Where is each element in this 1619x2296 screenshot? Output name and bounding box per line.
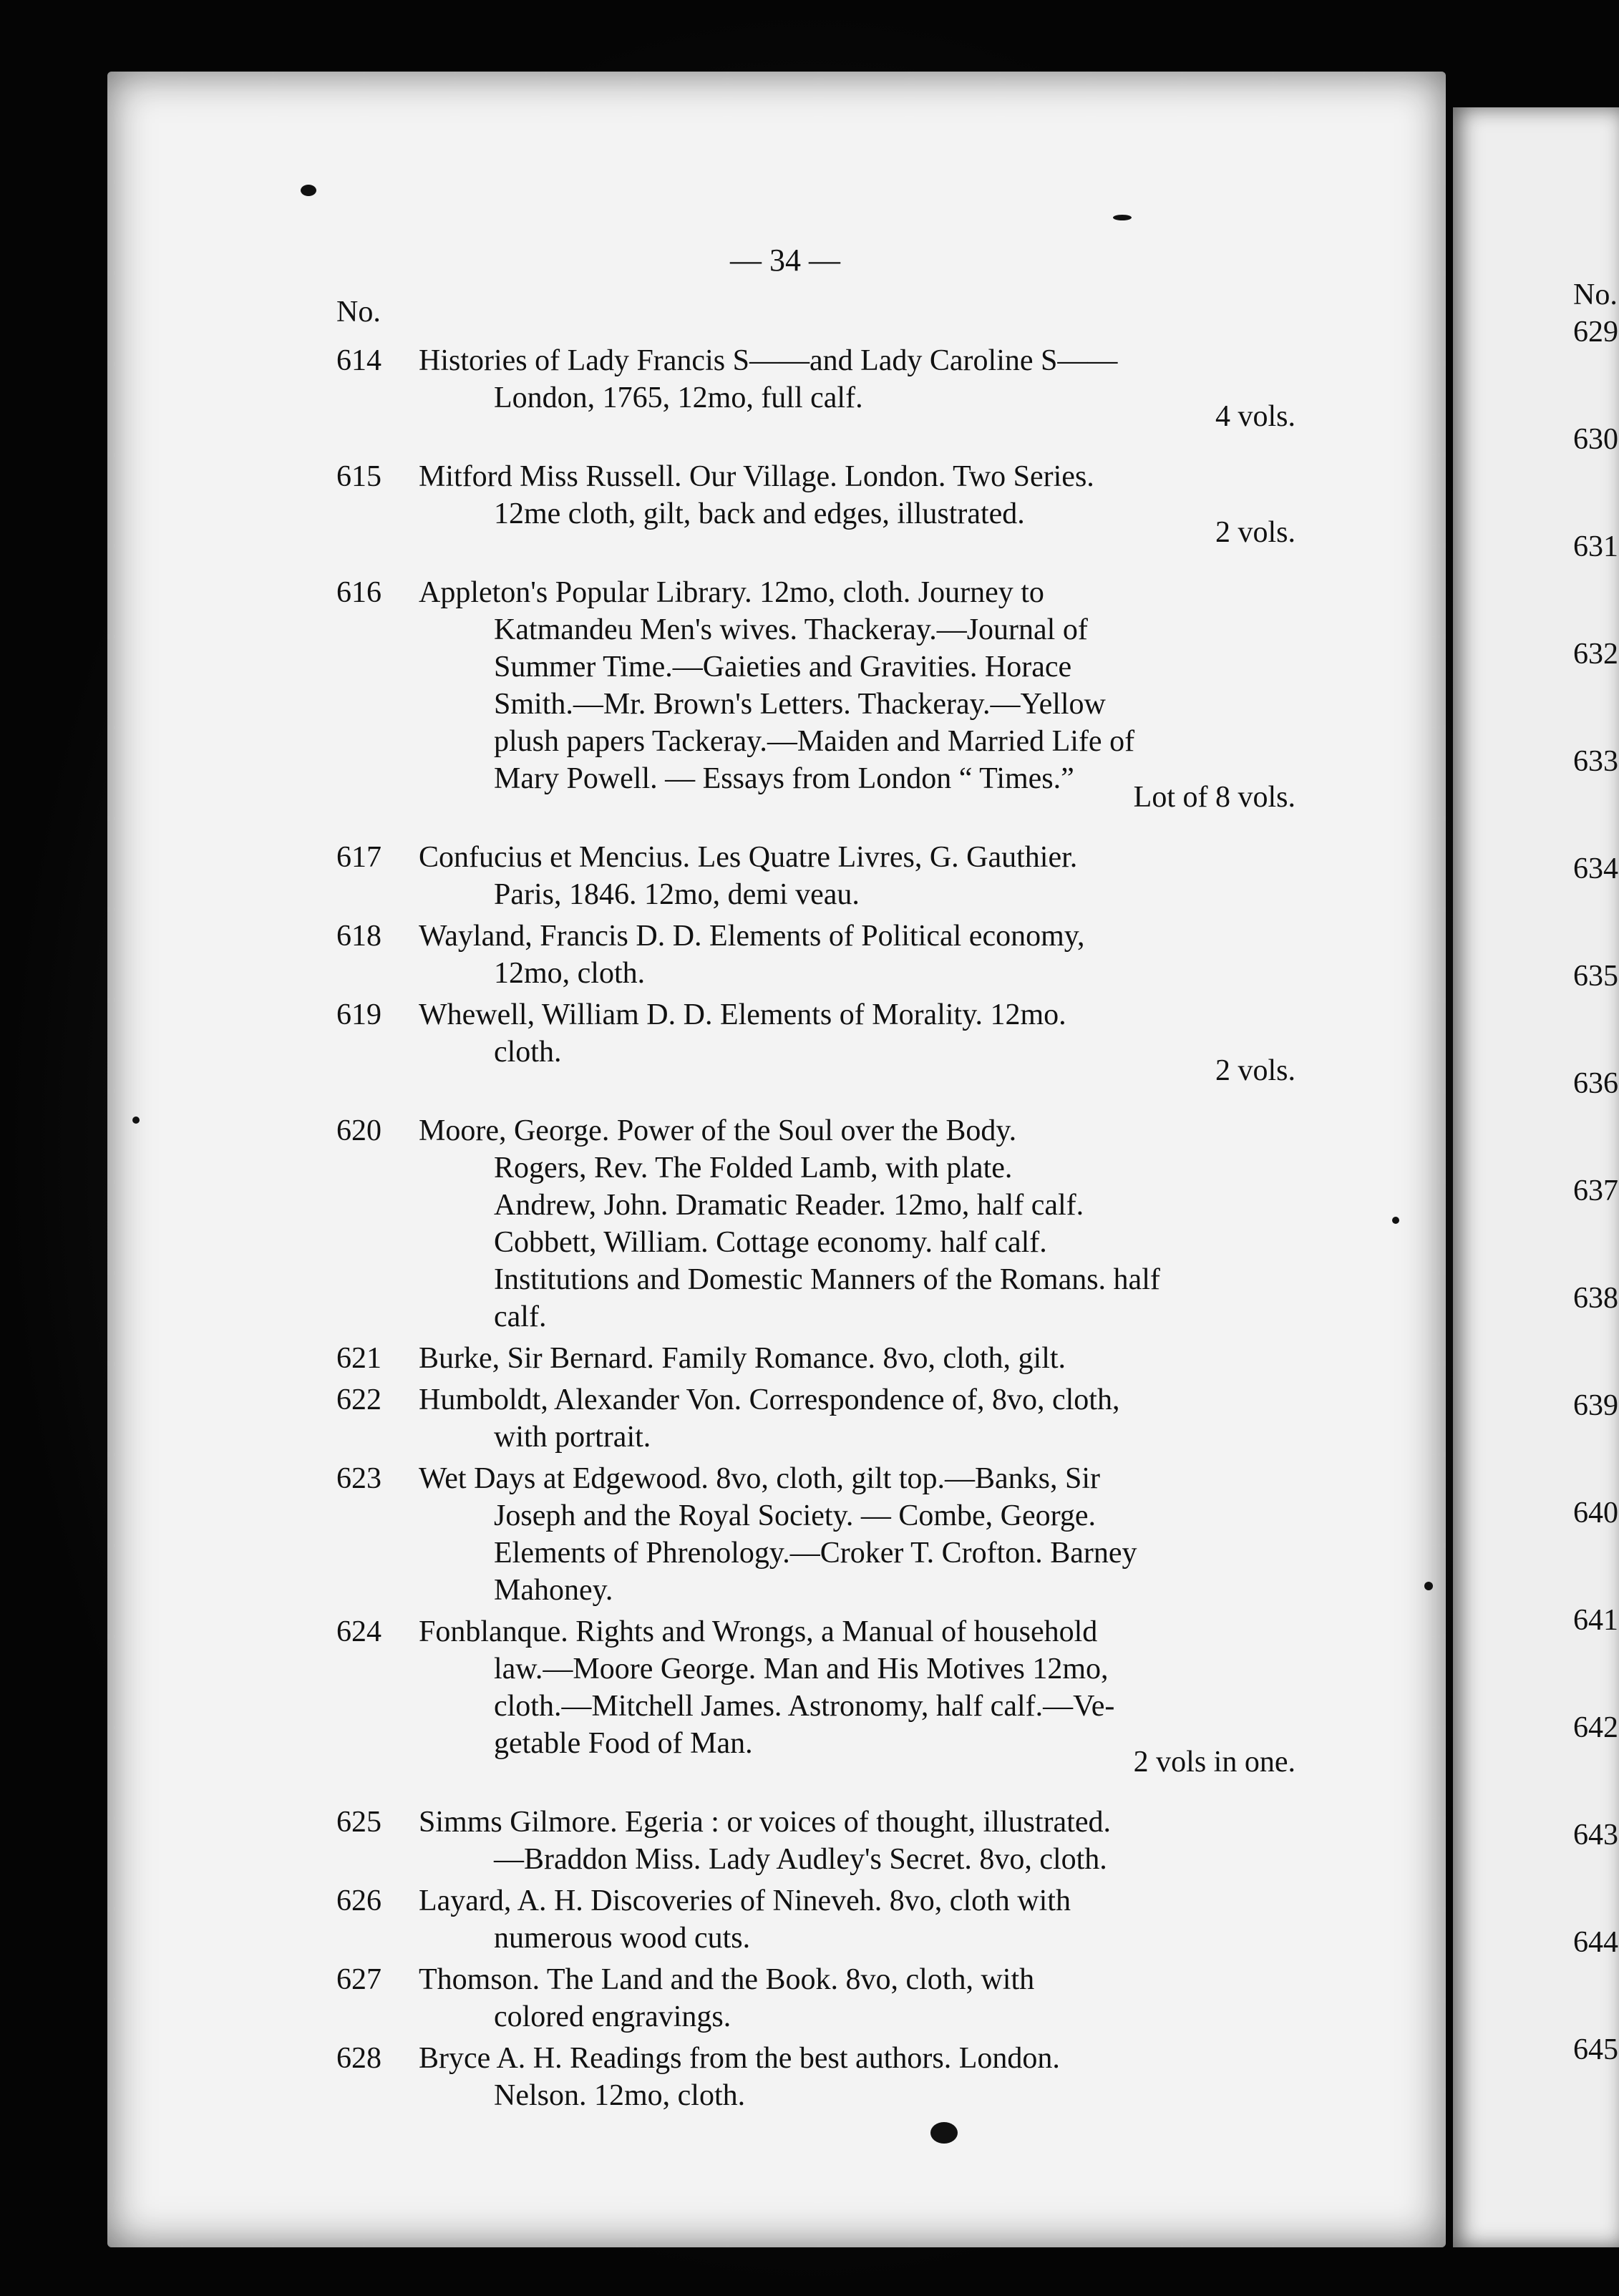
entry-text-line: Joseph and the Royal Society. — Combe, George. xyxy=(494,1499,1097,1532)
entry-text-line: Simms Gilmore. Egeria : or voices of thought, illustrated. xyxy=(419,1806,1112,1839)
facing-page-number: 635 xyxy=(1573,960,1618,993)
entry-number: 619 xyxy=(336,998,381,1031)
entry-text-line: Paris, 1846. 12mo, demi veau. xyxy=(494,878,860,911)
entry-text-line: with portrait. xyxy=(494,1421,651,1454)
facing-page-number: 644 xyxy=(1573,1926,1618,1959)
entry-number: 620 xyxy=(336,1114,381,1147)
facing-page-number: 638 xyxy=(1573,1282,1618,1315)
facing-page-number: 640 xyxy=(1573,1497,1618,1529)
entry-text-line: Mitford Miss Russell. Our Village. London. Two Series. xyxy=(419,460,1094,493)
entry-text-line: Elements of Phrenology.—Croker T. Crofton. Barney xyxy=(494,1537,1137,1570)
entry-number: 627 xyxy=(336,1963,381,1996)
entry-text-line: Moore, George. Power of the Soul over the Body. xyxy=(419,1114,1017,1147)
entry-number: 628 xyxy=(336,2042,381,2075)
entry-text-line: Appleton's Popular Library. 12mo, cloth. Journey to xyxy=(419,576,1044,609)
entry-text-line: Mary Powell. — Essays from London “ Times.” xyxy=(494,762,1074,795)
facing-page-number: 639 xyxy=(1573,1389,1618,1422)
entry-text-line: Nelson. 12mo, cloth. xyxy=(494,2079,746,2112)
facing-page-number: 630 xyxy=(1573,423,1618,456)
facing-page-number: 629 xyxy=(1573,316,1618,349)
entry-text-line: 12mo, cloth. xyxy=(494,957,646,990)
entry-text-line: Confucius et Mencius. Les Quatre Livres, G. Gauthier. xyxy=(419,841,1078,874)
number-column-heading: No. xyxy=(336,296,381,329)
entry-number: 618 xyxy=(336,920,381,953)
entry-text-line: Bryce A. H. Readings from the best authors. London. xyxy=(419,2042,1060,2075)
facing-page-number: 642 xyxy=(1573,1711,1618,1744)
facing-page-number: 634 xyxy=(1573,852,1618,885)
entry-text-line: 12me cloth, gilt, back and edges, illustrated. xyxy=(494,497,1025,530)
entry-volumes: 2 vols in one. xyxy=(1133,1746,1295,1779)
entry-text-line: Humboldt, Alexander Von. Correspondence of, 8vo, cloth, xyxy=(419,1383,1120,1416)
entry-text-line: plush papers Tackeray.—Maiden and Married Life of xyxy=(494,725,1135,758)
entry-text-line: getable Food of Man. xyxy=(494,1727,753,1760)
entry-volumes: 2 vols. xyxy=(1215,516,1295,549)
facing-page-number: 643 xyxy=(1573,1819,1618,1852)
entry-text-line: Wayland, Francis D. D. Elements of Political economy, xyxy=(419,920,1085,953)
facing-page-number: 641 xyxy=(1573,1604,1618,1637)
entry-text-line: numerous wood cuts. xyxy=(494,1922,751,1955)
entry-text-line: calf. xyxy=(494,1300,547,1333)
entry-number: 625 xyxy=(336,1806,381,1839)
entry-text-line: Rogers, Rev. The Folded Lamb, with plate. xyxy=(494,1152,1013,1185)
entry-text-line: Histories of Lady Francis S——and Lady Caroline S—— xyxy=(419,344,1118,377)
entry-text-line: —Braddon Miss. Lady Audley's Secret. 8vo, cloth. xyxy=(494,1843,1107,1876)
entry-text-line: Institutions and Domestic Manners of the Romans. half xyxy=(494,1263,1160,1296)
entry-text-line: Burke, Sir Bernard. Family Romance. 8vo, cloth, gilt. xyxy=(419,1342,1066,1375)
entry-text-line: Katmandeu Men's wives. Thackeray.—Journal of xyxy=(494,613,1088,646)
entry-volumes: 4 vols. xyxy=(1215,400,1295,433)
entry-number: 615 xyxy=(336,460,381,493)
entry-text-line: Smith.—Mr. Brown's Letters. Thackeray.—Yellow xyxy=(494,688,1106,721)
facing-page-heading: No. xyxy=(1573,278,1618,311)
entry-number: 621 xyxy=(336,1342,381,1375)
entry-number: 617 xyxy=(336,841,381,874)
facing-page-number: 632 xyxy=(1573,638,1618,671)
entry-number: 624 xyxy=(336,1615,381,1648)
facing-page-number: 637 xyxy=(1573,1174,1618,1207)
entry-text-line: law.—Moore George. Man and His Motives 12mo, xyxy=(494,1653,1109,1685)
entry-text-line: Fonblanque. Rights and Wrongs, a Manual of household xyxy=(419,1615,1098,1648)
entry-text-line: Summer Time.—Gaieties and Gravities. Horace xyxy=(494,651,1072,684)
entry-text-line: cloth.—Mitchell James. Astronomy, half calf.—Ve- xyxy=(494,1690,1115,1723)
facing-page-number: 636 xyxy=(1573,1067,1618,1100)
entry-text-line: Cobbett, William. Cottage economy. half calf. xyxy=(494,1226,1047,1259)
entry-text-line: colored engravings. xyxy=(494,2000,731,2033)
page-number: — 34 — xyxy=(730,243,840,278)
entry-text-line: Wet Days at Edgewood. 8vo, cloth, gilt top.—Banks, Sir xyxy=(419,1462,1101,1495)
entry-number: 614 xyxy=(336,344,381,377)
entry-text-line: Thomson. The Land and the Book. 8vo, cloth, with xyxy=(419,1963,1035,1996)
entry-text-line: Andrew, John. Dramatic Reader. 12mo, half calf. xyxy=(494,1189,1084,1222)
entry-number: 626 xyxy=(336,1884,381,1917)
facing-page-edge xyxy=(1453,107,1619,2247)
facing-page-numbers xyxy=(1453,107,1619,2247)
entry-text-line: Whewell, William D. D. Elements of Morality. 12mo. xyxy=(419,998,1066,1031)
entry-number: 616 xyxy=(336,576,381,609)
entry-number: 623 xyxy=(336,1462,381,1495)
entry-volumes: Lot of 8 vols. xyxy=(1133,781,1295,814)
entry-volumes: 2 vols. xyxy=(1215,1054,1295,1087)
facing-page-number: 645 xyxy=(1573,2033,1618,2066)
facing-page-number: 631 xyxy=(1573,530,1618,563)
entry-text-line: Layard, A. H. Discoveries of Nineveh. 8vo, cloth with xyxy=(419,1884,1071,1917)
facing-page-number: 633 xyxy=(1573,745,1618,778)
entry-text-line: Mahoney. xyxy=(494,1574,613,1607)
entry-number: 622 xyxy=(336,1383,381,1416)
entry-text-line: cloth. xyxy=(494,1036,562,1069)
entry-text-line: London, 1765, 12mo, full calf. xyxy=(494,381,863,414)
